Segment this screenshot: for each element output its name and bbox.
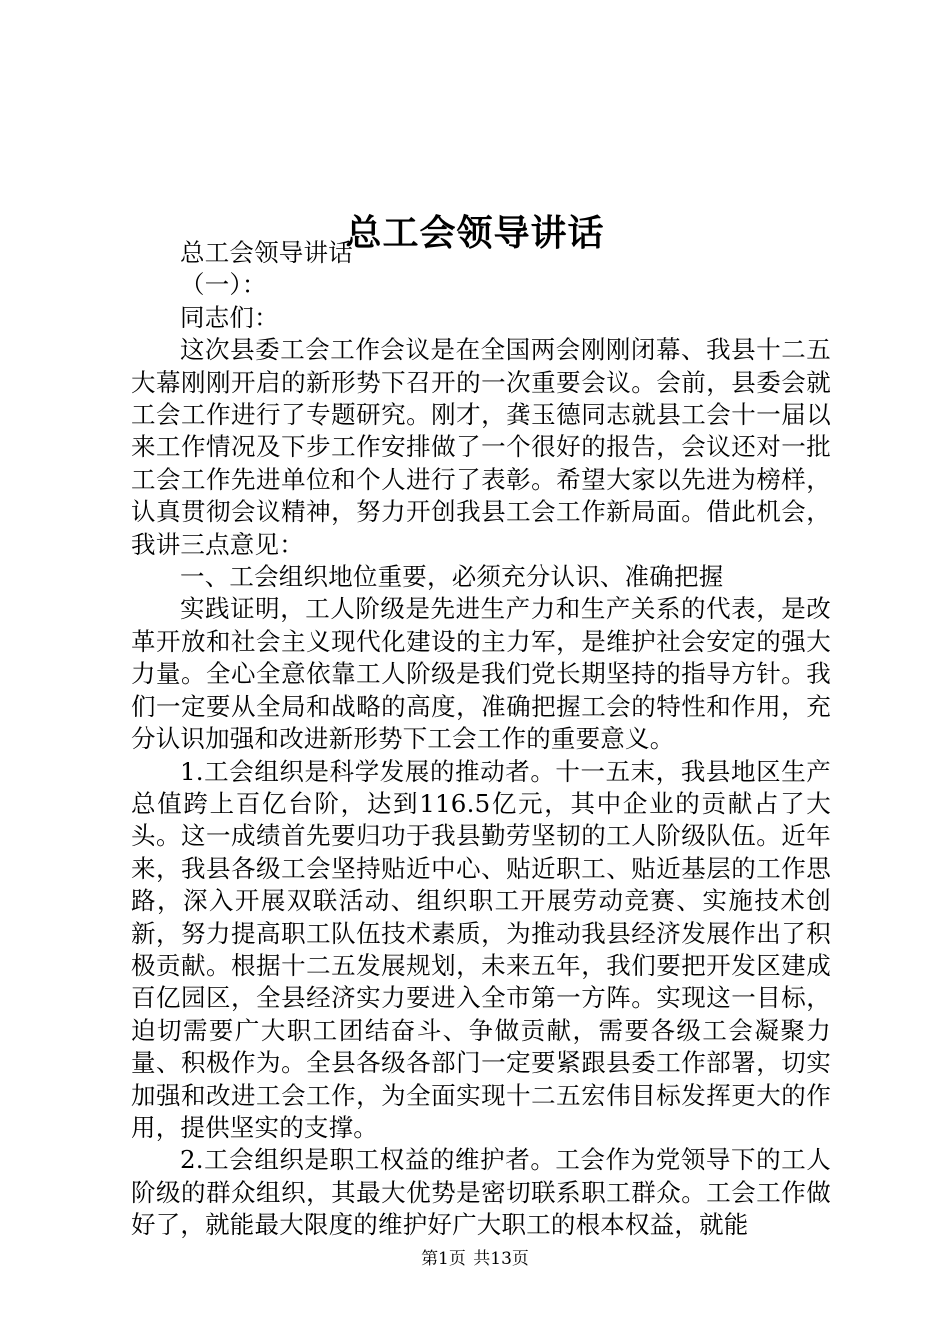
paragraph-section-number: （一）： — [180, 270, 267, 300]
document-body — [131, 237, 831, 1242]
paragraph-point-2: 2.工会组织是职工权益的维护者。工会作为党领导下的工人阶级的群众组织，其最大优势是密切联系职工群众。工会工作做好了，就能最大限度的维护好广大职工的根本权益，就能 — [131, 1145, 831, 1240]
page-number: 第1页 — [421, 1249, 466, 1269]
paragraph-salutation: 同志们： — [180, 302, 279, 332]
heading-part-one: 一、工会组织地位重要，必须充分认识、准确把握 — [180, 562, 724, 592]
total-pages: 共13页 — [473, 1249, 529, 1269]
paragraph-intro: 这次县委工会工作会议是在全国两会刚刚闭幕、我县十二五大幕刚刚开启的新形势下召开的一次重要会议。会前，县委会就工会工作进行了专题研究。刚才，龚玉德同志就县工会十一届以来工作情况及下步工作安排做了一个很好的报告，会议还对一批工会工作先进单位和个人进行了表彰。希望大家以先进为榜样，认真贯彻会议精神，努力开创我县工会工作新局面。借此机会，我讲三点意见： — [131, 335, 831, 559]
paragraph-subtitle: 总工会领导讲话 — [180, 238, 353, 267]
page-footer — [0, 1248, 950, 1270]
page-title: 总工会领导讲话 — [345, 212, 605, 255]
paragraph-practice: 实践证明，工人阶级是先进生产力和生产关系的代表，是改革开放和社会主义现代化建设的主力军，是维护社会安定的强大力量。全心全意依靠工人阶级是我们党长期坚持的指导方针。我们一定要从全局和战略的高度，准确把握工会的特性和作用，充分认识加强和改进新形势下工会工作的重要意义。 — [131, 594, 831, 754]
paragraph-point-1: 1.工会组织是科学发展的推动者。十一五末，我县地区生产总值跨上百亿台阶，达到116.5亿元，其中企业的贡献占了大头。这一成绩首先要归功于我县勤劳坚韧的工人阶级队伍。近年来，我县各级工会坚持贴近中心、贴近职工、贴近基层的工作思路，深入开展双联活动、组织职工开展劳动竞赛、实施技术创新，努力提高职工队伍技术素质，为推动我县经济发展作出了积极贡献。根据十二五发展规划，未来五年，我们要把开发区建成百亿园区，全县经济实力要进入全市第一方阵。实现这一目标，迫切需要广大职工团结奋斗、争做贡献，需要各级工会凝聚力量、积极作为。全县各级各部门一定要紧跟县委工作部署，切实加强和改进工会工作，为全面实现十二五宏伟目标发挥更大的作用，提供坚实的支撑。 — [131, 756, 831, 1142]
